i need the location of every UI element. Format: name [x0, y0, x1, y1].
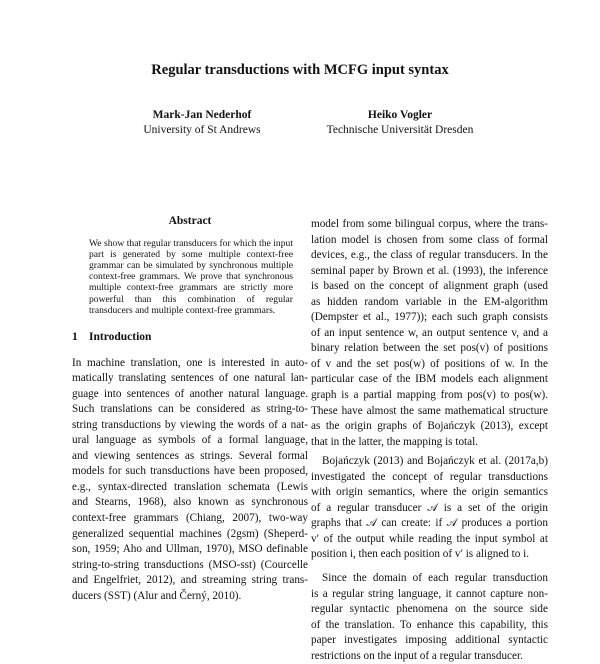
- text-line: regular syntactic phenomena on the source side: [311, 603, 548, 616]
- text-line: that in the latter, the mapping is total.: [311, 435, 479, 448]
- text-line: devices, e.g., the class of regular transducers. In the: [311, 249, 548, 262]
- text-line: as hidden random variable in the EM-algorithm: [311, 295, 548, 308]
- text-line: string-to-string transductions (MSO-sst) (Courcelle: [72, 558, 308, 571]
- text-line: position i, then each position of v′ is aligned to i.: [311, 548, 530, 561]
- body-paragraph: [311, 454, 548, 563]
- body-paragraph: [311, 571, 548, 664]
- section-heading: [72, 330, 308, 346]
- text-line: son, 1959; Aho and Ullman, 1970), MSO definable: [72, 543, 308, 556]
- text-line: model from some bilingual corpus, where the trans-: [311, 218, 548, 230]
- text-line: graphs that 𝒜 can create: if 𝒜 produces a portion: [311, 517, 548, 530]
- text-line: e.g., syntax-directed translation schemata (Lewis: [72, 480, 308, 493]
- section-number: 1: [72, 330, 78, 343]
- text-line: generalized sequential machines (2gsm) (Sheperd-: [72, 527, 308, 540]
- text-line: In machine translation, one is interested in auto-: [72, 356, 308, 369]
- text-line: and viewing sentences as strings. Several formal: [72, 449, 308, 462]
- author-block-2: [290, 108, 510, 138]
- text-line: binary relation between the set pos(v) of positions: [311, 342, 548, 355]
- text-line: with origin semantics, where the origin semantics: [311, 486, 548, 499]
- text-line: seminal paper by Brown et al. (1993), the inference: [311, 264, 548, 277]
- text-line: These have almost the same mathematical structure: [311, 404, 548, 417]
- text-line: of v and the set pos(w) of positions of w. In the: [311, 357, 548, 370]
- paper-title: Regular transductions with MCFG input syntax: [151, 62, 449, 78]
- text-line: and Engelfriet, 2012), and streaming string trans-: [72, 574, 308, 587]
- abstract-heading: Abstract: [168, 215, 212, 227]
- text-line: particular case of the IBM models each alignment: [311, 373, 548, 386]
- text-line: of an input sentence w, an output sentence v, and a: [311, 326, 548, 339]
- text-line: guage into sentences of another natural language.: [72, 387, 308, 400]
- text-line: Bojańczyk (2013) and Bojańczyk et al. (2017a,b): [322, 455, 548, 468]
- author-name: Heiko Vogler: [367, 109, 433, 121]
- text-line: Such translations can be considered as string-to-: [72, 403, 308, 416]
- text-line: lation model is chosen from some class of formal: [311, 233, 548, 246]
- text-line: context-free grammars (Chiang, 2007), two-way: [72, 511, 308, 524]
- text-line: matically translating sentences of one natural lan-: [72, 372, 308, 385]
- text-line: (Dempster et al., 1977)); each such graph consists: [311, 311, 548, 324]
- text-line: paper investigates imposing additional syntactic: [311, 634, 548, 647]
- author-affiliation: University of St Andrews: [143, 124, 261, 136]
- left-column: [72, 214, 308, 604]
- text-line: v′ of the output while reading the input symbol at: [311, 532, 548, 545]
- text-line: restrictions on the input of a regular transducer.: [311, 649, 523, 662]
- body-paragraph: [311, 217, 548, 450]
- text-line: investigated the concept of regular transductions: [311, 470, 548, 483]
- right-column: [311, 217, 548, 664]
- author-block-1: [92, 108, 312, 138]
- text-line: string transductions by viewing the words of a nat-: [72, 418, 308, 431]
- section-title: Introduction: [89, 330, 152, 343]
- text-line: of the translation. To enhance this capability, this: [311, 618, 548, 631]
- author-name: Mark-Jan Nederhof: [152, 109, 252, 121]
- abstract-text: We show that regular transducers for which the input part is generated by some multiple context-free grammar can be simulated by synchronous multiple context-free grammars. We prove that synchronous multiple context-free grammars are strictly more powerful than this combination of regular transducers and multiple context-free grammars.: [89, 237, 293, 316]
- text-line: of a regular transducer 𝒜 is a set of the origin: [311, 501, 548, 514]
- text-line: Since the domain of each regular transduction: [322, 572, 548, 585]
- text-line: models for such transductions have been proposed,: [72, 465, 308, 478]
- text-line: as the origin graphs of Bojańczyk (2013), except: [311, 420, 548, 433]
- author-affiliation: Technische Universität Dresden: [326, 124, 474, 136]
- intro-paragraph-1: [72, 356, 308, 605]
- text-line: ducers (SST) (Alur and Černý, 2010).: [72, 589, 242, 602]
- text-line: graph is a partial mapping from pos(v) to pos(w).: [311, 389, 548, 402]
- text-line: and Stearns, 1968), also known as synchronous: [72, 496, 308, 509]
- text-line: is based on the concept of alignment graph (used: [311, 280, 548, 293]
- text-line: is a regular string language, it cannot capture non-: [311, 587, 548, 600]
- text-line: ural language as symbols of a formal language,: [72, 434, 308, 447]
